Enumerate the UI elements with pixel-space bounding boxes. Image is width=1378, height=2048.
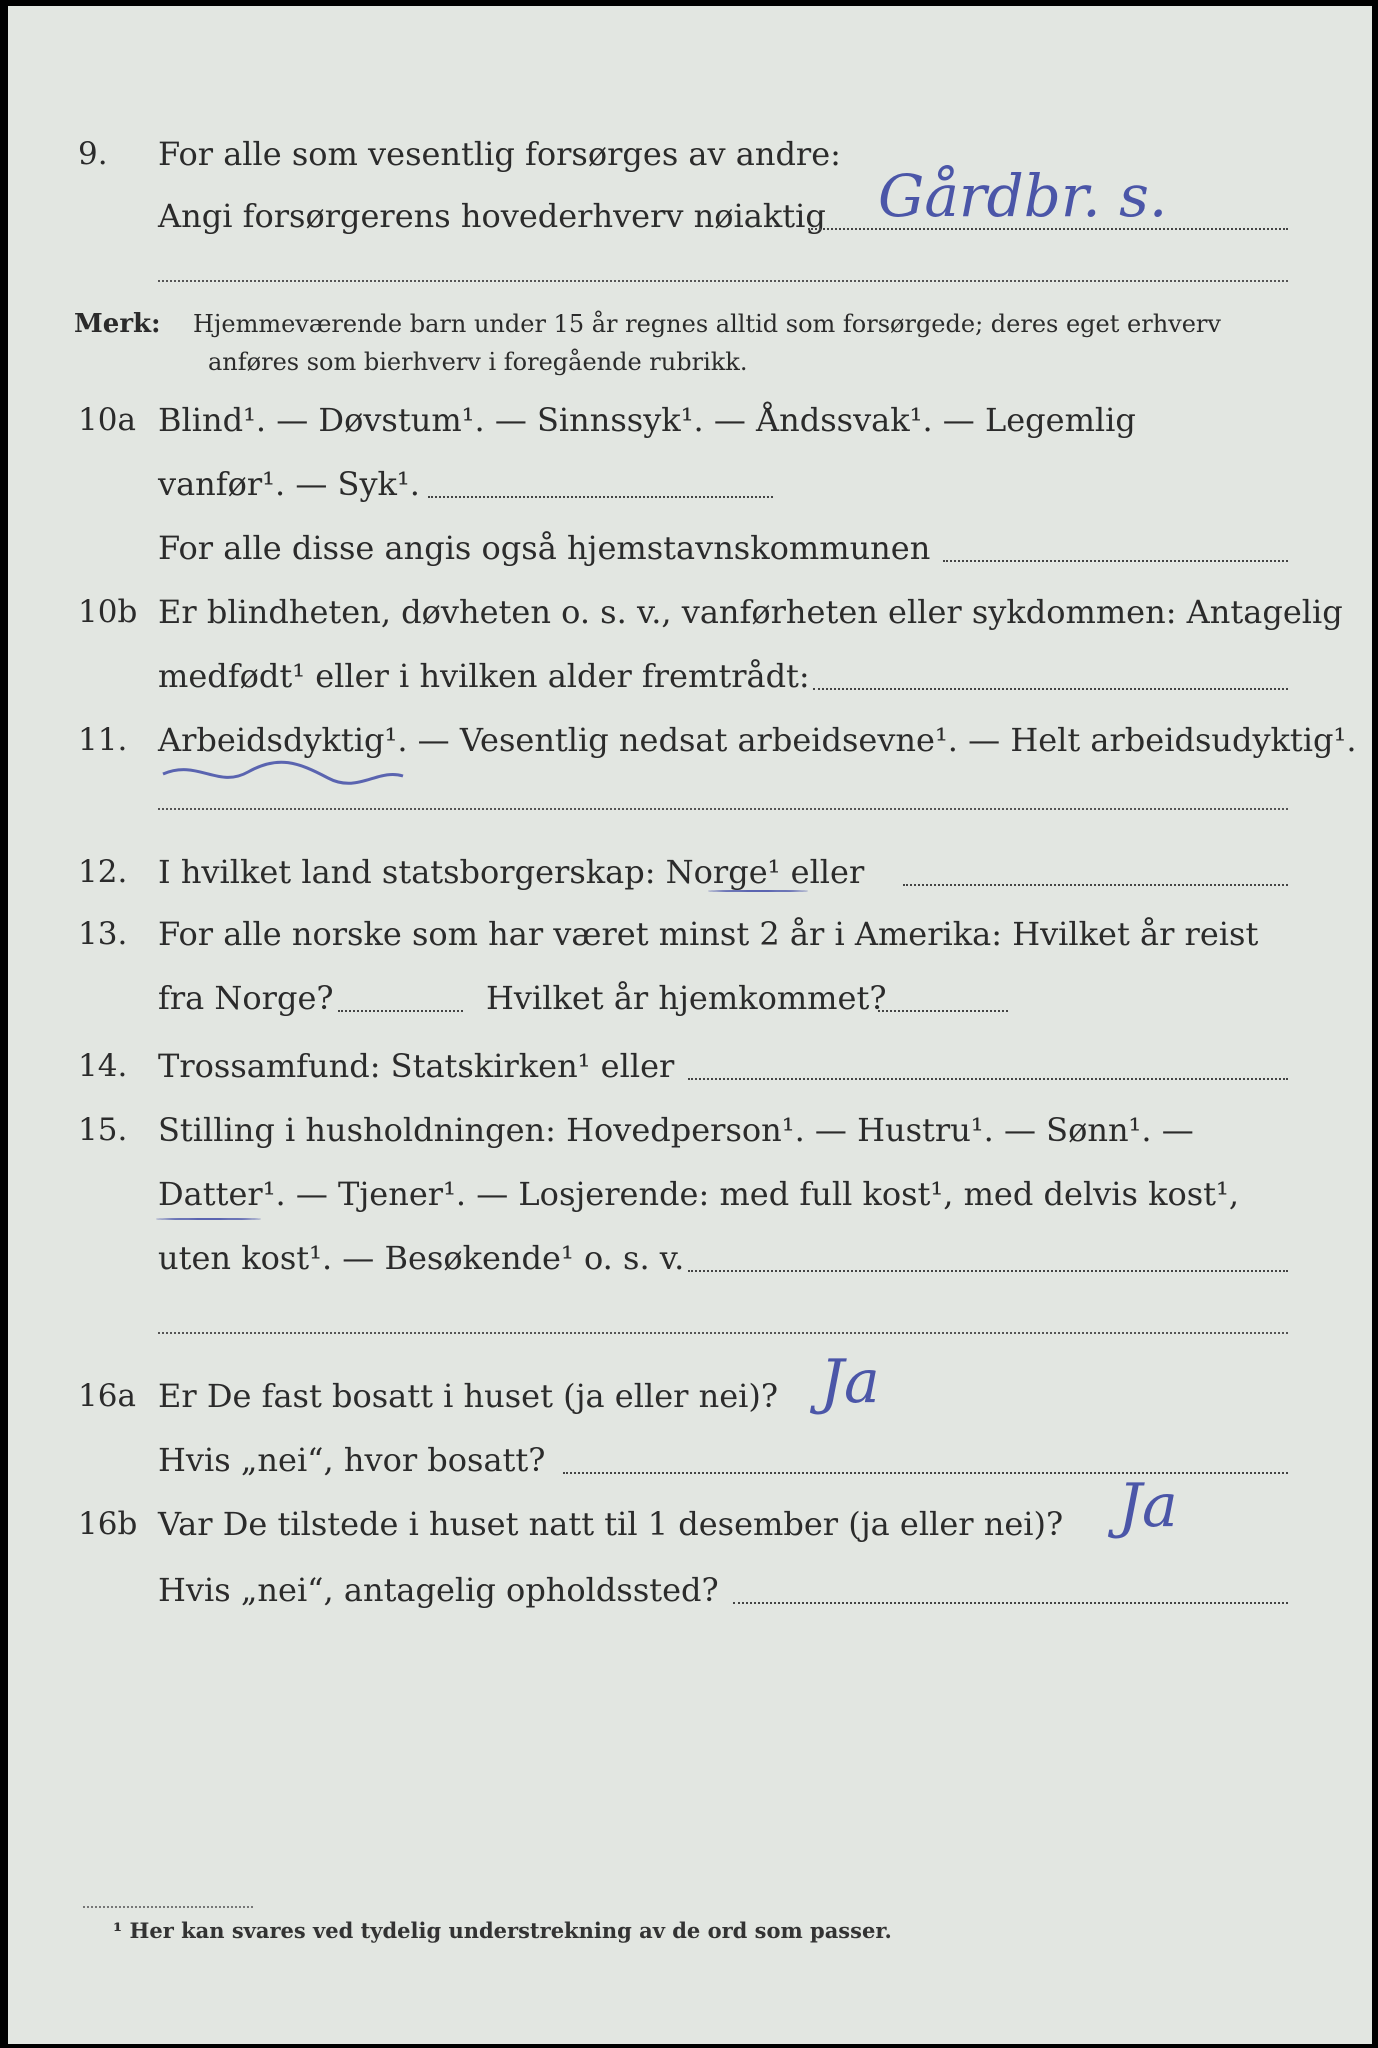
q9-question-line2: Angi forsørgerens hovederhverv nøiaktig — [158, 197, 826, 235]
q10b-row-1 — [8, 582, 1372, 642]
q13-reist-line[interactable] — [338, 1010, 463, 1012]
q11-number: 11. — [78, 722, 128, 758]
q9-handwritten-answer: Gårdbr. s. — [878, 162, 1168, 230]
q12-question: I hvilket land statsborgerskap: Norge¹ eller — [158, 853, 865, 891]
q13-hjemkommet-line[interactable] — [878, 1010, 1008, 1012]
q15-options-line2: Datter¹. — Tjener¹. — Losjerende: med full kost¹, med delvis kost¹, — [158, 1175, 1240, 1213]
q11-options: Arbeidsdyktig¹. — Vesentlig nedsat arbeidsevne¹. — Helt arbeidsudyktig¹. — [158, 721, 1357, 759]
q10a-options-line2: vanfør¹. — Syk¹. — [158, 465, 420, 503]
q12-norge-underline — [708, 890, 808, 892]
merk-label: Merk: — [74, 309, 161, 339]
q15-answer-line[interactable] — [688, 1270, 1288, 1272]
q10b-row-2 — [8, 646, 1372, 706]
q16b-handwritten-answer: Ja — [1118, 1471, 1178, 1541]
q15-row-3 — [8, 1228, 1372, 1288]
q10a-hjemstavn-label: For alle disse angis også hjemstavnskommunen — [158, 529, 931, 567]
q14-answer-line[interactable] — [688, 1078, 1288, 1080]
q13-number: 13. — [78, 916, 128, 952]
q16b-followup: Hvis „nei“, antagelig opholdssted? — [158, 1571, 719, 1609]
footnote: ¹ Her kan svares ved tydelig understrekning av de ord som passer. — [113, 1918, 892, 1943]
merk-line-1: Hjemmeværende barn under 15 år regnes alltid som forsørgede; deres eget erhverv — [193, 310, 1221, 338]
q15-options-line3: uten kost¹. — Besøkende¹ o. s. v. — [158, 1239, 685, 1277]
q15-number: 15. — [78, 1112, 128, 1148]
q10a-options: Blind¹. — Døvstum¹. — Sinnssyk¹. — Åndssvak¹. — Legemlig — [158, 401, 1136, 439]
footnote-divider — [83, 1906, 253, 1908]
divider-2 — [158, 808, 1288, 810]
q10a-row-3 — [8, 518, 1372, 578]
q15-datter-underline — [156, 1218, 261, 1220]
q16b-number: 16b — [78, 1506, 138, 1542]
q9-row-1 — [8, 124, 1372, 184]
divider-3 — [158, 1332, 1288, 1334]
q10a-row-2 — [8, 454, 1372, 514]
q12-row — [8, 842, 1372, 902]
divider-1 — [158, 280, 1288, 282]
q10b-answer-line[interactable] — [813, 688, 1288, 690]
q14-question: Trossamfund: Statskirken¹ eller — [158, 1047, 675, 1085]
q13-hjemkommet-label: Hvilket år hjemkommet? — [486, 979, 887, 1017]
merk-note — [8, 304, 1372, 384]
q10a-hjemstavn-line[interactable] — [943, 560, 1288, 562]
q16a-row-1 — [8, 1366, 1372, 1426]
q10a-row-1 — [8, 390, 1372, 450]
q16b-row-2 — [8, 1560, 1372, 1620]
q16a-handwritten-answer: Ja — [820, 1347, 880, 1417]
q15-row-2 — [8, 1164, 1372, 1224]
q9-question: For alle som vesentlig forsørges av andre: — [158, 135, 841, 173]
q12-answer-line[interactable] — [903, 884, 1288, 886]
q11-scribble-mark — [158, 754, 408, 794]
merk-line-2: anføres som bierhverv i foregående rubrikk. — [208, 348, 748, 376]
q13-row-1 — [8, 904, 1372, 964]
q16a-number: 16a — [78, 1378, 136, 1414]
q10a-answer-line[interactable] — [428, 496, 773, 498]
q10a-number: 10a — [78, 402, 136, 438]
q10b-question-line2: medfødt¹ eller i hvilken alder fremtrådt: — [158, 657, 810, 695]
q13-row-2 — [8, 968, 1372, 1028]
q15-row-1 — [8, 1100, 1372, 1160]
q16a-question: Er De fast bosatt i huset (ja eller nei)? — [158, 1377, 779, 1415]
q12-number: 12. — [78, 854, 128, 890]
q15-options: Stilling i husholdningen: Hovedperson¹. — Hustru¹. — Sønn¹. — — [158, 1111, 1194, 1149]
q16b-question: Var De tilstede i huset natt til 1 desember (ja eller nei)? — [158, 1505, 1064, 1543]
q10b-number: 10b — [78, 594, 138, 630]
q13-reist-label: fra Norge? — [158, 979, 334, 1017]
q14-row — [8, 1036, 1372, 1096]
q16b-answer-line[interactable] — [733, 1602, 1288, 1604]
q14-number: 14. — [78, 1048, 128, 1084]
q9-number: 9. — [78, 136, 108, 172]
q9-row-2 — [8, 186, 1372, 246]
q10b-question: Er blindheten, døvheten o. s. v., vanførheten eller sykdommen: Antagelig — [158, 593, 1343, 631]
census-form-page — [8, 6, 1372, 2044]
q16a-answer-line[interactable] — [563, 1472, 1288, 1474]
q16a-followup: Hvis „nei“, hvor bosatt? — [158, 1441, 546, 1479]
q13-question: For alle norske som har været minst 2 år i Amerika: Hvilket år reist — [158, 915, 1259, 953]
